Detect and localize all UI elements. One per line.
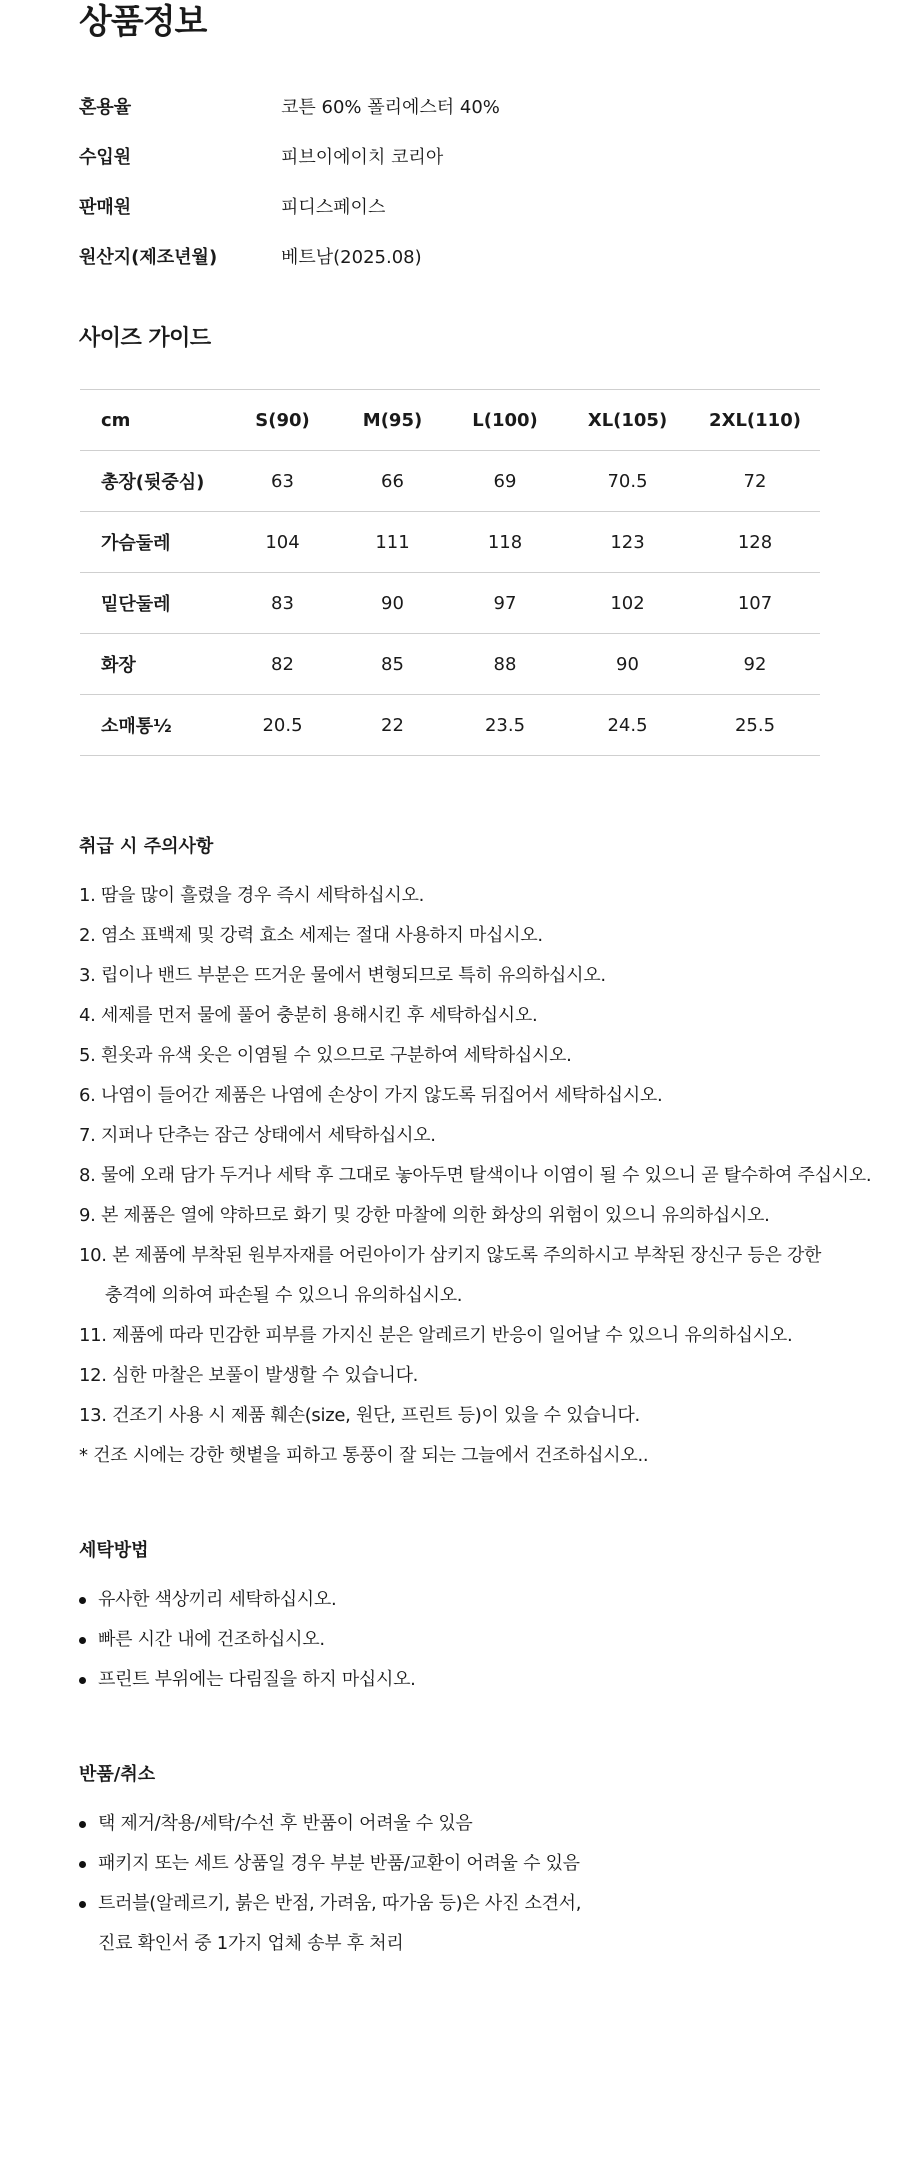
- care-item: 1. 땀을 많이 흘렸을 경우 즉시 세탁하십시오.: [79, 885, 425, 906]
- table-cell: 22: [340, 695, 445, 756]
- returns-item: [79, 1884, 581, 1924]
- table-cell: 69: [445, 451, 565, 512]
- table-cell: 25.5: [690, 695, 820, 756]
- returns-item-text: 택 제거/착용/세탁/수선 후 반품이 어려울 수 있음: [98, 1813, 473, 1834]
- table-cell: 70.5: [565, 451, 690, 512]
- table-cell: 102: [565, 573, 690, 634]
- size-guide-table: [80, 389, 820, 756]
- table-cell: 72: [690, 451, 820, 512]
- wash-heading: 세탁방법: [79, 1540, 149, 1561]
- table-cell: 90: [565, 634, 690, 695]
- table-header-cell: 2XL(110): [690, 390, 820, 451]
- table-cell: 104: [225, 512, 340, 573]
- table-row: [80, 573, 820, 634]
- row-label: 총장(뒷중심): [80, 451, 225, 512]
- info-label: 혼용율: [79, 97, 132, 118]
- table-cell: 92: [690, 634, 820, 695]
- care-list: [79, 876, 871, 1476]
- returns-list: [79, 1804, 581, 1964]
- info-row-seller: [79, 193, 779, 223]
- wash-item-text: 유사한 색상끼리 세탁하십시오.: [98, 1589, 337, 1610]
- info-row-origin: [79, 243, 779, 273]
- info-value: 베트남(2025.08): [281, 247, 422, 268]
- row-label: 소매통½: [80, 695, 225, 756]
- table-header-cell: cm: [80, 390, 225, 451]
- table-row: [80, 512, 820, 573]
- bullet-icon: [79, 1861, 86, 1868]
- care-item: 11. 제품에 따라 민감한 피부를 가지신 분은 알레르기 반응이 일어날 수 있으니 유의하십시오.: [79, 1325, 793, 1346]
- row-label: 가슴둘레: [80, 512, 225, 573]
- table-header-cell: S(90): [225, 390, 340, 451]
- table-cell: 123: [565, 512, 690, 573]
- table-cell: 88: [445, 634, 565, 695]
- wash-item: [79, 1660, 416, 1700]
- wash-item-text: 프린트 부위에는 다림질을 하지 마십시오.: [98, 1669, 416, 1690]
- table-cell: 24.5: [565, 695, 690, 756]
- care-item: 10. 본 제품에 부착된 원부자재를 어린아이가 삼키지 않도록 주의하시고 부착된 장신구 등은 강한: [79, 1245, 822, 1266]
- info-label: 판매원: [79, 197, 132, 218]
- table-cell: 128: [690, 512, 820, 573]
- row-label: 밑단둘레: [80, 573, 225, 634]
- table-cell: 83: [225, 573, 340, 634]
- table-cell: 66: [340, 451, 445, 512]
- returns-item-continuation: [79, 1924, 581, 1964]
- table-cell: 85: [340, 634, 445, 695]
- returns-item-text: 트러블(알레르기, 붉은 반점, 가려움, 따가움 등)은 사진 소견서,: [98, 1893, 582, 1914]
- table-header-row: [80, 390, 820, 451]
- bullet-icon: [79, 1597, 86, 1604]
- bullet-icon: [79, 1821, 86, 1828]
- care-item: 2. 염소 표백제 및 강력 효소 세제는 절대 사용하지 마십시오.: [79, 925, 543, 946]
- info-label: 수입원: [79, 147, 132, 168]
- table-cell: 82: [225, 634, 340, 695]
- table-cell: 23.5: [445, 695, 565, 756]
- size-guide-heading: 사이즈 가이드: [79, 326, 211, 351]
- table-cell: 97: [445, 573, 565, 634]
- table-row: [80, 451, 820, 512]
- info-value: 피브이에이치 코리아: [281, 147, 444, 168]
- returns-item-text: 진료 확인서 중 1가지 업체 송부 후 처리: [98, 1933, 404, 1954]
- table-row: [80, 634, 820, 695]
- care-item: 5. 흰옷과 유색 옷은 이염될 수 있으므로 구분하여 세탁하십시오.: [79, 1045, 572, 1066]
- returns-item-text: 패키지 또는 세트 상품일 경우 부분 반품/교환이 어려울 수 있음: [98, 1853, 580, 1874]
- care-item: 3. 립이나 밴드 부분은 뜨거운 물에서 변형되므로 특히 유의하십시오.: [79, 965, 606, 986]
- wash-item: [79, 1620, 416, 1660]
- table-cell: 107: [690, 573, 820, 634]
- bullet-icon: [79, 1677, 86, 1684]
- wash-list: [79, 1580, 416, 1700]
- info-row-importer: [79, 143, 779, 173]
- table-cell: 90: [340, 573, 445, 634]
- table-cell: 20.5: [225, 695, 340, 756]
- table-header-cell: M(95): [340, 390, 445, 451]
- returns-item: [79, 1804, 581, 1844]
- info-label: 원산지(제조년월): [79, 247, 218, 268]
- returns-item: [79, 1844, 581, 1884]
- care-note: * 건조 시에는 강한 햇볕을 피하고 통풍이 잘 되는 그늘에서 건조하십시오..: [79, 1445, 649, 1466]
- bullet-icon: [79, 1637, 86, 1644]
- table-header-cell: L(100): [445, 390, 565, 451]
- care-item: 4. 세제를 먼저 물에 풀어 충분히 용해시킨 후 세탁하십시오.: [79, 1005, 538, 1026]
- care-item: 6. 나염이 들어간 제품은 나염에 손상이 가지 않도록 뒤집어서 세탁하십시오.: [79, 1085, 663, 1106]
- returns-heading: 반품/취소: [79, 1764, 156, 1785]
- care-item: 8. 물에 오래 담가 두거나 세탁 후 그대로 놓아두면 탈색이나 이염이 될 수 있으니 곧 탈수하여 주십시오.: [79, 1165, 872, 1186]
- table-row: [80, 695, 820, 756]
- wash-item-text: 빠른 시간 내에 건조하십시오.: [98, 1629, 325, 1650]
- care-item-continuation: 충격에 의하여 파손될 수 있으니 유의하십시오.: [105, 1285, 463, 1306]
- care-item: 7. 지퍼나 단추는 잠근 상태에서 세탁하십시오.: [79, 1125, 436, 1146]
- care-heading: 취급 시 주의사항: [79, 836, 214, 857]
- row-label: 화장: [80, 634, 225, 695]
- info-row-material: [79, 93, 779, 123]
- page-title: 상품정보: [79, 2, 207, 42]
- table-cell: 63: [225, 451, 340, 512]
- care-item: 13. 건조기 사용 시 제품 훼손(size, 원단, 프린트 등)이 있을 수 있습니다.: [79, 1405, 640, 1426]
- care-item: 9. 본 제품은 열에 약하므로 화기 및 강한 마찰에 의한 화상의 위험이 있으니 유의하십시오.: [79, 1205, 770, 1226]
- bullet-icon: [79, 1901, 86, 1908]
- table-cell: 118: [445, 512, 565, 573]
- table-cell: 111: [340, 512, 445, 573]
- info-value: 피디스페이스: [281, 197, 386, 218]
- table-header-cell: XL(105): [565, 390, 690, 451]
- care-item: 12. 심한 마찰은 보풀이 발생할 수 있습니다.: [79, 1365, 419, 1386]
- wash-item: [79, 1580, 416, 1620]
- info-value: 코튼 60% 폴리에스터 40%: [281, 97, 500, 118]
